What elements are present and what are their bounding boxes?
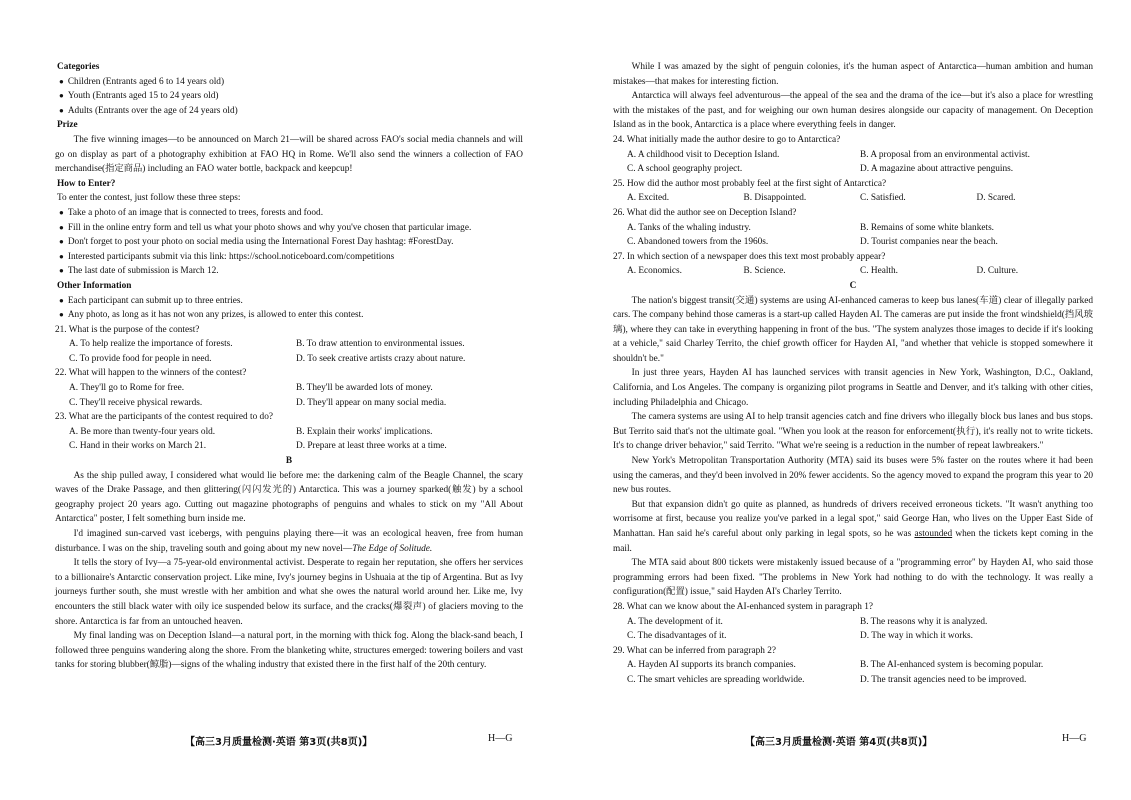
option: B. A proposal from an environmental activist.	[860, 149, 1030, 160]
category-item: ● Children (Entrants aged 6 to 14 years old)	[55, 75, 523, 90]
option: D. The transit agencies need to be improved.	[860, 674, 1027, 685]
question-25: 25. How did the author most probably feel at the first sight of Antarctica?	[613, 178, 887, 189]
left-page-footer: 【高三3月质量检测·英语 第3页(共8页)】	[185, 737, 373, 748]
options-27	[627, 264, 1093, 279]
option: C. They'll receive physical rewards.	[69, 397, 203, 408]
options-25	[627, 191, 1093, 206]
left-page-code: H—G	[488, 733, 513, 744]
right-page	[613, 60, 1093, 688]
option: C. Abandoned towers from the 1960s.	[627, 237, 769, 248]
category-item: ● Youth (Entrants aged 15 to 24 years old)	[55, 89, 523, 104]
other-item: ● Each participant can submit up to three entries.	[55, 294, 523, 309]
option: D. Prepare at least three works at a time.	[296, 441, 447, 452]
option: B. Explain their works' implications.	[296, 426, 433, 437]
option: C. Hand in their works on March 21.	[69, 441, 207, 452]
paragraph-text: I'd imagined sun-carved vast icebergs, with penguins playing there—it was an ecological heaven, free from human disturbance. I was on the ship, traveling south and going about my new novel—	[55, 529, 523, 554]
passage-b-paragraph: As the ship pulled away, I considered what would lie before me: the darkening calm of the Beagle Channel, the scary waves of the Drake Passage, and then glittering(闪闪发光的) Antarctica. This was a journey sparked(触发) by a school geography project 20 years ago. Cutting out magazine photographs of penguins and whales to stick on my "All About Antarctica" poster, I felt something burn inside me.	[55, 470, 523, 525]
option: A. They'll go to Rome for free.	[69, 383, 185, 394]
passage-c-paragraph: The camera systems are using AI to help transit agencies catch and fine drivers who illegally block bus lanes and bus stops. But Territo said that's not the ultimate goal. "When you look at the reason for enforcement(执行), it's really not to write tickets. It's to change driver behavior," said Territo. "What we're seeing is a reduction in the number of repeat lawbreakers."	[613, 412, 1093, 452]
other-heading: Other Information	[57, 280, 132, 291]
passage-b-paragraph: Antarctica will always feel adventurous—the appeal of the sea and the drama of the ice—but it's also a place for wrestling with the mistakes of the past, and for weighing our own human desires alongside our capacity of management. On Deception Island as in the book, Antarctica is a place where everything feels in danger.	[613, 91, 1093, 131]
option: B. Science.	[743, 266, 786, 277]
category-item: ● Adults (Entrants over the age of 24 years old)	[55, 104, 523, 119]
options-23	[69, 425, 523, 454]
option: C. Satisfied.	[860, 193, 906, 204]
option: B. Remains of some white blankets.	[860, 222, 995, 233]
section-b-heading: B	[285, 456, 293, 467]
underlined-word: astounded	[914, 529, 953, 539]
right-page-code: H—G	[1062, 733, 1087, 744]
prize-heading: Prize	[57, 120, 78, 131]
paragraph-text: But that expansion didn't go quite as planned, as hundreds of drivers received erroneous tickets. "It wasn't anything too worrisome at first, because you realize you've parked in a legal spot," said George Han, who lives on the Upper East Side of Manhattan. Han said he's careful about only parking in legal spots, so he was	[613, 499, 1093, 539]
passage-b-paragraph: My final landing was on Deception Island—a natural port, in the morning with thick fog. Along the black-sand beach, I followed three penguins wandering along the shore. From the blanketing white, structures emerged: towering boilers and vast tanks for storing blubber(鲸脂)—signs of the whaling industry that existed there in the first half of the 20th century.	[55, 631, 523, 671]
option: C. The disadvantages of it.	[627, 631, 727, 642]
question-22: 22. What will happen to the winners of the contest?	[55, 368, 247, 379]
passage-b-paragraph	[55, 527, 523, 556]
option: D. Tourist companies near the beach.	[860, 237, 998, 248]
question-21: 21. What is the purpose of the contest?	[55, 324, 200, 335]
passage-b-paragraph: While I was amazed by the sight of penguin colonies, it's the human aspect of Antarctica—human ambition and human mistakes—that makes for interesting fiction.	[613, 62, 1093, 87]
option: D. Culture.	[976, 266, 1019, 277]
option: D. They'll appear on many social media.	[296, 397, 447, 408]
option: C. Health.	[860, 266, 898, 277]
option: A. To help realize the importance of forests.	[69, 339, 233, 350]
options-29	[627, 658, 1093, 687]
option: A. The development of it.	[627, 616, 723, 627]
option: C. A school geography project.	[627, 164, 743, 175]
left-page	[55, 60, 523, 673]
option: A. Be more than twenty-four years old.	[69, 426, 216, 437]
option: B. Disappointed.	[743, 193, 807, 204]
option: A. Hayden AI supports its branch companies.	[627, 660, 796, 671]
how-item: ● Interested participants submit via this link: https://school.noticeboard.com/competitions	[55, 250, 523, 265]
option: B. To draw attention to environmental issues.	[296, 339, 465, 350]
how-item: ● The last date of submission is March 12.	[55, 264, 523, 279]
option: A. Economics.	[627, 266, 682, 277]
passage-c-paragraph	[613, 498, 1093, 556]
passage-c-paragraph: New York's Metropolitan Transportation Authority (MTA) said its buses were 5% faster on the routes where it had been using the cameras, and they'd been involved in 20% fewer accidents. So the agency moved to expand the program this year to 20 new bus routes.	[613, 456, 1093, 496]
option: A. Tanks of the whaling industry.	[627, 222, 751, 233]
question-28: 28. What can we know about the AI-enhanced system in paragraph 1?	[613, 601, 874, 612]
options-22	[69, 381, 523, 410]
question-23: 23. What are the participants of the contest required to do?	[55, 412, 273, 423]
how-item: ● Take a photo of an image that is connected to trees, forests and food.	[55, 206, 523, 221]
categories-heading: Categories	[57, 62, 100, 72]
option: C. To provide food for people in need.	[69, 353, 212, 364]
passage-c-paragraph: In just three years, Hayden AI has launched services with transit agencies in New York, Washington, D.C., Oakland, California, and Los Angeles. The company is organizing pilot programs in Seattle and Denver, and it's talking with other cities, including Philadelphia and Chicago.	[613, 368, 1093, 408]
options-24	[627, 148, 1093, 177]
prize-text: The five winning images—to be announced on March 21—will be shared across FAO's social media channels and will go on display as part of a photography exhibition at FAO HQ in Rome. We'll also send the winners a collection of FAO merchandise(指定商品) including an FAO water bottle, backpack and keepcup!	[55, 134, 523, 175]
question-27: 27. In which section of a newspaper does this text most probably appear?	[613, 251, 886, 262]
novel-title: The Edge of Solitude.	[352, 543, 433, 554]
option: C. The smart vehicles are spreading worldwide.	[627, 674, 805, 685]
option: A. A childhood visit to Deception Island.	[627, 149, 780, 160]
passage-c-paragraph: The MTA said about 800 tickets were mistakenly issued because of a "programming error" by Hayden AI, who said those programming errors had been fixed. "The problems in New York had nothing to do with the technology. It was really a configuration(配置) issue," said Hayden AI's Charley Territo.	[613, 558, 1093, 598]
option: D. A magazine about attractive penguins.	[860, 164, 1014, 175]
option: A. Excited.	[627, 193, 670, 204]
options-21	[69, 337, 523, 366]
question-29: 29. What can be inferred from paragraph 2?	[613, 645, 776, 656]
how-item: ● Don't forget to post your photo on social media using the International Forest Day hashtag: #ForestDay.	[55, 235, 523, 250]
passage-c-paragraph: The nation's biggest transit(交通) systems are using AI-enhanced cameras to keep bus lanes(车道) clear of illegally parked cars. The company behind those cameras is a start-up called Hayden AI. The cameras are put inside the front windshield(挡风玻璃), where they can take in everything happening in front of the bus. "The system analyzes those images to decide if it's looking at a vehicle," said Charley Territo, the chief growth officer for Hayden AI, "and whether that vehicle is stopped somewhere it shouldn't be."	[613, 295, 1093, 364]
option: B. They'll be awarded lots of money.	[296, 383, 433, 394]
option: B. The reasons why it is analyzed.	[860, 616, 988, 627]
how-intro: To enter the contest, just follow these three steps:	[57, 193, 241, 204]
option: D. To seek creative artists crazy about nature.	[296, 353, 466, 364]
question-26: 26. What did the author see on Deception Island?	[613, 207, 797, 218]
other-item: ● Any photo, as long as it has not won any prizes, is allowed to enter this contest.	[55, 308, 523, 323]
paragraph-text: when the tickets kept coming in the mail.	[613, 529, 1094, 554]
how-heading: How to Enter?	[57, 178, 116, 189]
option: D. The way in which it works.	[860, 631, 973, 642]
options-26	[627, 221, 1093, 250]
passage-b-paragraph: It tells the story of Ivy—a 75-year-old environmental activist. Desperate to regain her reputation, she offers her services to a billionaire's Antarctic conservation project. Like mine, Ivy's journey begins in Ushuaia at the tip of Argentina. But as Ivy journeys further south, she must wrestle with her ambition and what she owes the natural world around her. Like me, Ivy encounters the still black water with oily ice suspended below its surface, and the cracks(爆裂声) of glaciers moving to the shore. Antarctica is far from an untouched heaven.	[55, 558, 523, 627]
option: B. The AI-enhanced system is becoming popular.	[860, 660, 1044, 671]
section-c-heading: C	[849, 280, 857, 291]
right-page-footer: 【高三3月质量检测·英语 第4页(共8页)】	[745, 737, 933, 748]
question-24: 24. What initially made the author desire to go to Antarctica?	[613, 134, 841, 145]
options-28	[627, 615, 1093, 644]
option: D. Scared.	[976, 193, 1016, 204]
how-item: ● Fill in the online entry form and tell us what your photo shows and why you've chosen that particular image.	[55, 221, 523, 236]
